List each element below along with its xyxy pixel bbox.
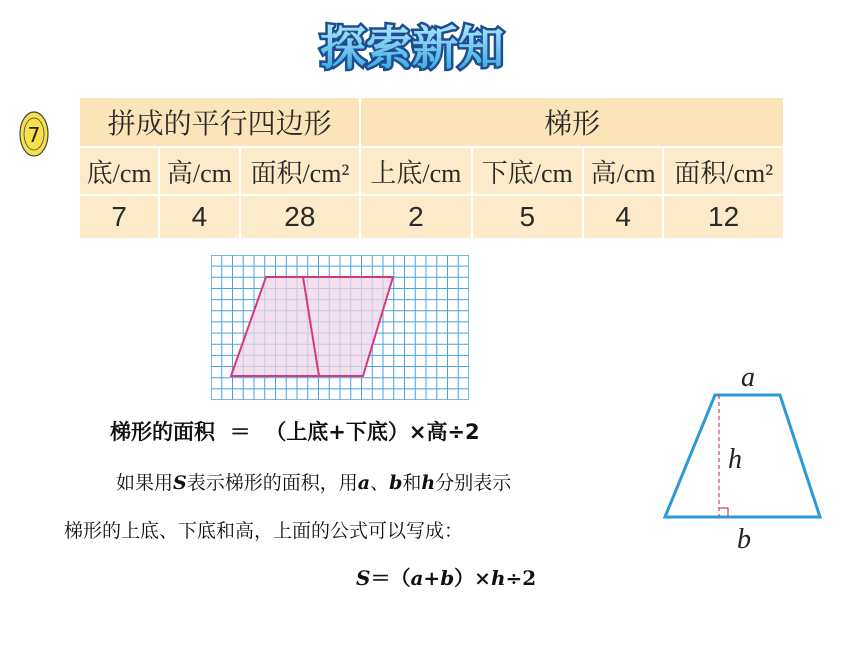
table-cell: 4 bbox=[159, 195, 239, 239]
area-formula-words bbox=[110, 416, 480, 446]
column-header: 高/cm bbox=[583, 147, 663, 195]
column-header: 上底/cm bbox=[360, 147, 471, 195]
text-span: 表示梯形的面积，用 bbox=[186, 472, 358, 494]
column-header: 底/cm bbox=[79, 147, 159, 195]
text-span: 分别表示 bbox=[435, 472, 512, 494]
paragraph-line-2: 梯形的上底、下底和高，上面的公式可以写成： bbox=[64, 520, 464, 542]
text-span: ÷2 bbox=[505, 566, 537, 590]
table-cell: 7 bbox=[79, 195, 159, 239]
group-header-parallelogram: 拼成的平行四边形 bbox=[79, 97, 360, 147]
variable-a: a bbox=[357, 472, 371, 494]
paragraph-line-1 bbox=[116, 468, 511, 495]
formula-rhs: （上底+下底）×高÷2 bbox=[265, 420, 480, 444]
variable-S: S bbox=[173, 472, 187, 494]
table-cell: 2 bbox=[360, 195, 471, 239]
variable-b: b bbox=[440, 566, 455, 590]
table-cell: 4 bbox=[583, 195, 663, 239]
grid-parallelogram-figure bbox=[211, 255, 469, 400]
text-span: 如果用 bbox=[116, 472, 174, 494]
column-header: 高/cm bbox=[159, 147, 239, 195]
variable-h: h bbox=[421, 472, 436, 494]
example-number-badge bbox=[18, 104, 50, 160]
label-h: h bbox=[728, 444, 742, 475]
page-title bbox=[292, 20, 532, 76]
example-number: 7 bbox=[27, 123, 41, 147]
variable-h: h bbox=[490, 566, 506, 590]
label-b: b bbox=[737, 524, 751, 555]
group-header-trapezoid: 梯形 bbox=[360, 97, 784, 147]
variable-b: b bbox=[389, 472, 403, 494]
text-span: 和 bbox=[402, 472, 422, 494]
table-cell: 12 bbox=[663, 195, 784, 239]
column-header: 面积/cm² bbox=[240, 147, 361, 195]
formula-equals: ＝ bbox=[229, 420, 251, 444]
column-header: 面积/cm² bbox=[663, 147, 784, 195]
page-title-text: 探索新知 bbox=[320, 21, 504, 75]
table-cell: 5 bbox=[472, 195, 583, 239]
data-table bbox=[78, 96, 785, 240]
label-a: a bbox=[741, 362, 755, 393]
text-span: 、 bbox=[370, 472, 390, 494]
variable-S: S bbox=[356, 566, 371, 590]
text-span: ）× bbox=[454, 566, 491, 590]
trapezoid-shape bbox=[665, 395, 820, 517]
text-span: + bbox=[423, 566, 441, 590]
trapezoid-diagram bbox=[660, 362, 830, 562]
table-cell: 28 bbox=[240, 195, 361, 239]
area-formula-symbolic bbox=[356, 562, 536, 591]
formula-lhs: 梯形的面积 bbox=[110, 420, 215, 444]
text-span: ＝（ bbox=[370, 566, 411, 590]
variable-a: a bbox=[410, 566, 424, 590]
column-header: 下底/cm bbox=[472, 147, 583, 195]
